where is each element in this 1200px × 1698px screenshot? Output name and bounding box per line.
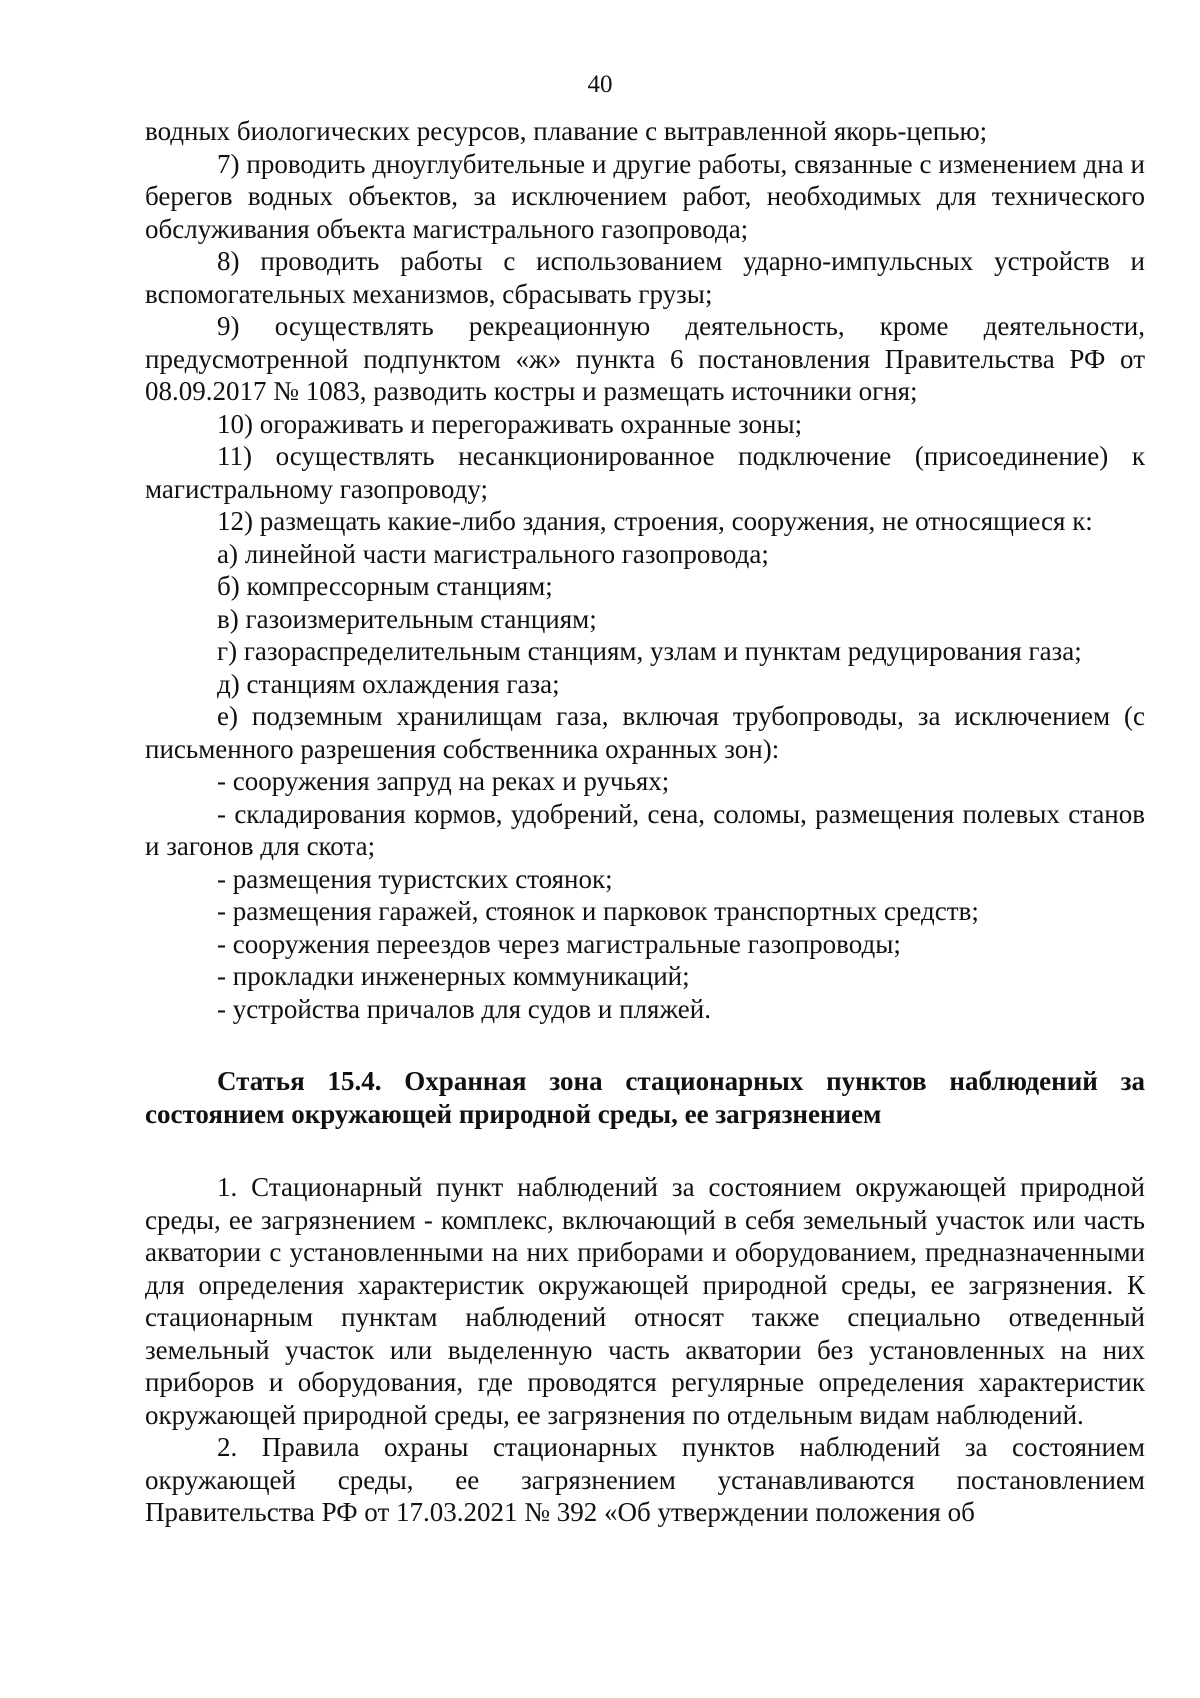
paragraph: - размещения гаражей, стоянок и парковок транспортных средств; [217,896,979,926]
paragraph: а) линейной части магистрального газопровода; [217,538,769,569]
paragraph: 9) осуществлять рекреационную деятельность, кроме деятельности, предусмотренной подпунктом «ж» пункта 6 постановления Правительства РФ от 08.09.2017 № 1083, разводить костры и размещать источники огня; [145,311,1145,406]
restrictions-list [145,115,1145,1025]
paragraph: - устройства причалов для судов и пляжей. [217,993,711,1024]
paragraph: д) станциям охлаждения газа; [217,668,560,699]
paragraph: 11) осуществлять несанкционированное подключение (присоединение) к магистральному газопроводу; [145,441,1145,504]
paragraph: 10) огораживать и перегораживать охранные зоны; [217,408,803,439]
paragraph: водных биологических ресурсов, плавание с вытравленной якорь-цепью; [145,116,988,146]
paragraph: 8) проводить работы с использованием ударно-импульсных устройств и вспомогательных механизмов, сбрасывать грузы; [145,246,1145,309]
paragraph: 2. Правила охраны стационарных пунктов наблюдений за состоянием окружающей среды, ее загрязнением устанавливаются постановлением Правительства РФ от 17.03.2021 № 392 «Об утверждении положения об [145,1432,1145,1527]
paragraph: в) газоизмерительным станциям; [217,603,597,634]
paragraph: - складирования кормов, удобрений, сена, соломы, размещения полевых станов и загонов для скота; [145,798,1145,861]
page-number: 40 [587,71,613,98]
paragraph: б) компрессорным станциям; [217,571,553,601]
paragraph: - размещения туристских стоянок; [217,863,613,894]
paragraph: - сооружения запруд на реках и ручьях; [217,766,670,796]
paragraph: г) газораспределительным станциям, узлам и пунктам редуцирования газа; [217,636,1082,666]
article-body [145,1171,1145,1529]
document-body [145,115,1145,1529]
paragraph: - сооружения переездов через магистральные газопроводы; [217,928,901,959]
paragraph: е) подземным хранилищам газа, включая трубопроводы, за исключением (с письменного разрешения собственника охранных зон): [145,701,1145,764]
paragraph: - прокладки инженерных коммуникаций; [217,961,690,991]
paragraph: 12) размещать какие-либо здания, строения, сооружения, не относящиеся к: [217,506,1093,536]
article-heading: Статья 15.4. Охранная зона стационарных пунктов наблюдений за состоянием окружающей природной среды, ее загрязнением [145,1066,1145,1129]
paragraph: 1. Стационарный пункт наблюдений за состоянием окружающей природной среды, ее загрязнением - комплекс, включающий в себя земельный участок или часть акватории с установленными на них приборами и оборудованием, предназначенными для определения характеристик окружающей природной среды, ее загрязнения. К стационарным пунктам наблюдений относят также специально отведенный земельный участок или выделенную часть акватории без установленных на них приборов и оборудования, где проводятся регулярные определения характеристик окружающей природной среды, ее загрязнения по отдельным видам наблюдений. [145,1172,1145,1430]
paragraph: 7) проводить дноуглубительные и другие работы, связанные с изменением дна и берегов водных объектов, за исключением работ, необходимых для технического обслуживания объекта магистрального газопровода; [145,148,1145,244]
